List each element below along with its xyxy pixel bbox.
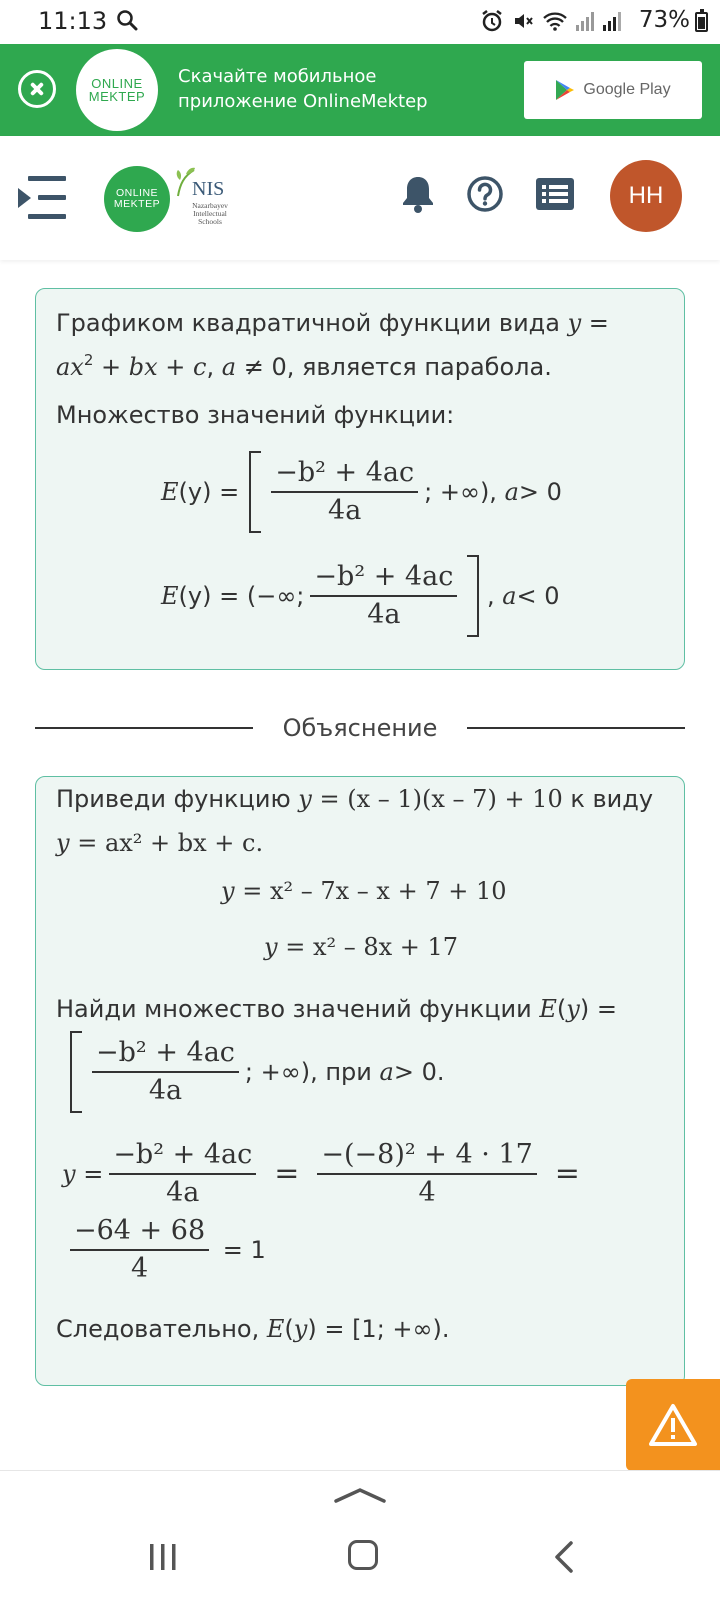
calc-num-2: −(−8)² + 4 · 17: [321, 1139, 533, 1170]
theory-intro-tail: , является парабола.: [286, 353, 552, 381]
step1-text: Приведи функцию y = (x – 1)(x – 7) + 10 к виду y = ax² + bx + c.: [56, 785, 654, 857]
nis-sub-line2: Intellectual: [193, 209, 227, 218]
vertex-fraction: [271, 455, 418, 529]
banner-message: [178, 64, 478, 114]
calc-num-3: −64 + 68: [74, 1215, 206, 1246]
google-play-icon: [555, 79, 575, 101]
f1-cond-rel: > 0: [518, 478, 562, 506]
theory-intro: Графиком квадратичной функции вида y = $ax^2$ + bx + c, a ≠ 0, является парабола.: [56, 309, 609, 381]
signal-icon-1: [575, 10, 595, 32]
calc-num-1: −b² + 4ac: [113, 1139, 253, 1170]
onlinemektep-logo: [76, 49, 158, 131]
fraction-numerator-2: −b² + 4ac: [314, 561, 454, 593]
step1-expression: = (x – 1)(x – 7) + 10: [319, 785, 563, 813]
chevron-up-icon[interactable]: [334, 1486, 386, 1508]
app-download-banner: [0, 44, 720, 136]
signal-icon-2: [602, 10, 622, 32]
calc-fraction-2: [317, 1137, 536, 1211]
nav-separator: [0, 1470, 720, 1471]
battery-icon: [695, 12, 708, 32]
theory-intro-y: y: [567, 309, 582, 337]
f2-open: (−∞;: [246, 582, 305, 610]
conclusion-value: = [1; +∞).: [324, 1315, 450, 1343]
f2-lhs-e: E: [161, 582, 179, 610]
nis-sub-line3: Schools: [198, 217, 222, 226]
wifi-icon: [542, 9, 568, 33]
banner-text-line2: приложение OnlineMektep: [178, 91, 428, 112]
alarm-icon: [480, 9, 504, 33]
fraction-denominator: 4a: [328, 494, 362, 526]
expanded-equation-1: y = x² – 7x – x + 7 + 10: [221, 877, 507, 905]
google-play-button[interactable]: [524, 61, 702, 119]
f1-lhs-arg: (y) =: [178, 478, 240, 506]
step2-denominator: 4a: [148, 1074, 183, 1106]
f2-cond-rel: < 0: [516, 582, 560, 610]
calc-result: = 1: [222, 1235, 266, 1264]
f1-cond-a: a: [504, 478, 519, 506]
nis-logo: [174, 166, 240, 230]
theory-range-title: Множество значений функции:: [56, 401, 455, 429]
search-icon: [116, 9, 138, 35]
eq1: = x² – 7x – x + 7 + 10: [242, 877, 507, 905]
f1-tail: ; +∞),: [424, 478, 497, 506]
conclusion-prefix: Следовательно,: [56, 1315, 267, 1343]
mute-icon: [511, 9, 535, 33]
step2-fraction: [92, 1035, 239, 1109]
battery-percent: 73%: [638, 7, 690, 33]
divider-label: Объяснение: [282, 714, 438, 742]
calculation-line-2: [64, 1213, 266, 1287]
report-button[interactable]: [626, 1379, 720, 1471]
back-icon[interactable]: [553, 1540, 575, 1578]
fraction-denominator-2: 4a: [367, 598, 401, 630]
step2-prefix: Найди множество значений функции: [56, 995, 540, 1023]
f1-lhs-e: E: [161, 478, 179, 506]
calc-den-1: 4a: [166, 1176, 200, 1208]
nis-subtitle: [182, 202, 238, 226]
banner-text-line1: Скачайте мобильное: [178, 66, 377, 87]
calc-den-3: 4: [130, 1252, 149, 1284]
onlinemektep-header-logo[interactable]: [104, 166, 170, 232]
calc-den-2: 4: [418, 1176, 436, 1208]
home-icon[interactable]: [348, 1540, 378, 1570]
calc-fraction-3: [70, 1213, 209, 1287]
theory-intro-text: Графиком квадратичной функции вида: [56, 309, 568, 337]
conclusion: Следовательно, E(y) = [1; +∞).: [56, 1315, 450, 1343]
theory-card: [35, 288, 685, 670]
warning-icon: [648, 1403, 698, 1447]
vertex-fraction-2: [310, 559, 457, 633]
nis-title: NIS: [192, 178, 225, 200]
calculation-line-1: y = $\frac{\text{−b² + 4ac}}{4a}$ = $\frac{\text{−(−8)² + 4 · 17}}{4}$ =: [62, 1137, 592, 1211]
list-icon[interactable]: [536, 178, 574, 214]
range-formula-negative: E (y) = (−∞; $\frac{\text{−b² + 4ac}}{4a}$ , a < 0: [161, 555, 560, 637]
step2-range-formula: $\frac{\text{−b² + 4ac}}{4a}$ ; +∞), при a > 0.: [70, 1031, 444, 1113]
header-logo-line2: MEKTEP: [113, 198, 161, 210]
user-avatar[interactable]: НН: [610, 160, 682, 232]
app-header: [0, 136, 720, 260]
theory-intro-eq: =: [581, 309, 609, 337]
menu-toggle-icon[interactable]: [18, 176, 66, 220]
step2-numerator: −b² + 4ac: [96, 1037, 235, 1069]
step2-cond: > 0.: [393, 1058, 445, 1086]
fraction-numerator: −b² + 4ac: [275, 457, 415, 489]
f2-cond-a: a: [502, 582, 517, 610]
step1-prefix: Приведи функцию: [56, 785, 299, 813]
status-icons: [480, 9, 622, 33]
bell-icon[interactable]: [400, 174, 436, 218]
range-formula-positive: [161, 451, 562, 533]
status-bar: [0, 0, 720, 44]
logo-line2: MEKTEP: [88, 89, 146, 104]
close-icon[interactable]: [18, 70, 56, 108]
system-navbar: [0, 1510, 720, 1600]
step2-text: Найди множество значений функции E(y) =: [56, 995, 617, 1023]
step1-suffix: к виду: [562, 785, 654, 813]
step2-tail: ; +∞), при: [244, 1058, 372, 1086]
explanation-divider: [35, 712, 685, 742]
nis-sub-line1: Nazarbayev: [192, 201, 228, 210]
f2-lhs-arg: (y) =: [178, 582, 240, 610]
header-logo-line1: ONLINE: [115, 187, 159, 199]
recent-apps-icon[interactable]: [148, 1542, 178, 1576]
help-icon[interactable]: [466, 175, 504, 217]
expanded-equation-2: y = x² – 8x + 17: [264, 933, 459, 961]
calc-fraction-1: [109, 1137, 256, 1211]
eq2: = x² – 8x + 17: [285, 933, 459, 961]
step1-target: = ax² + bx + c.: [77, 829, 264, 857]
logo-line1: ONLINE: [91, 76, 143, 91]
google-play-label: Google Play: [583, 81, 671, 98]
status-time: 11:13: [38, 7, 108, 35]
explanation-card: [35, 776, 685, 1386]
